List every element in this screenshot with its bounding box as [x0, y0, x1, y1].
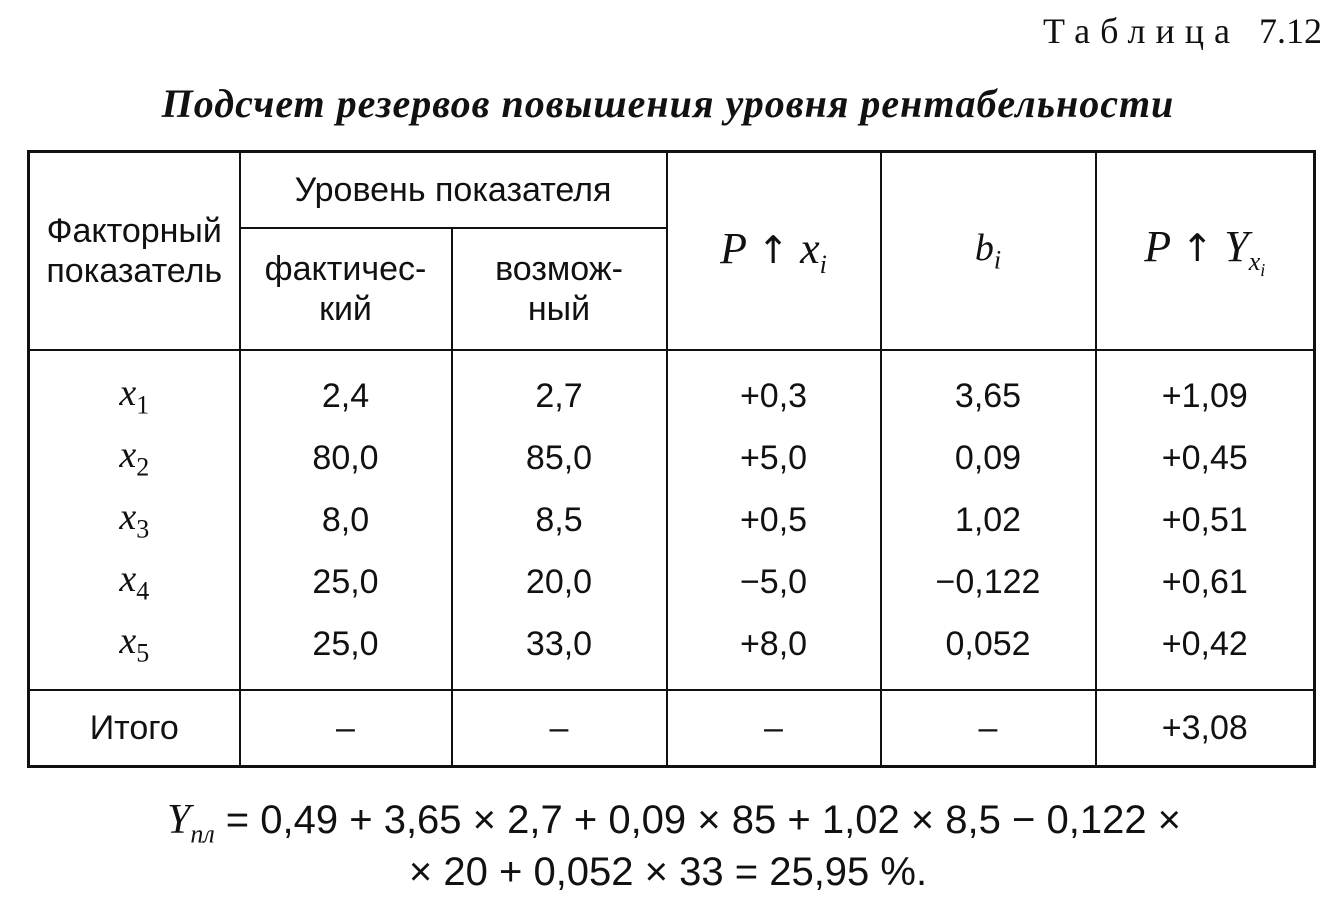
formula-lhs-sub: пл	[190, 819, 215, 849]
table-row	[29, 551, 1315, 613]
total-delta-y: +3,08	[1096, 690, 1315, 767]
header-delta-y-sub: x	[1248, 247, 1261, 277]
possible-cell: 8,5	[452, 489, 667, 551]
header-delta-y-letter: P	[1144, 221, 1171, 271]
header-possible-line2: ный	[527, 290, 591, 328]
b-cell: 1,02	[881, 489, 1096, 551]
table-row	[29, 489, 1315, 551]
possible-cell: 33,0	[452, 613, 667, 690]
profitability-reserves-table	[27, 150, 1316, 768]
header-delta-y	[1096, 152, 1315, 351]
up-arrow-icon: ↑	[757, 227, 790, 272]
delta-y-cell: +0,61	[1096, 551, 1315, 613]
header-b-var: b	[974, 227, 994, 270]
header-row-top	[29, 152, 1315, 229]
actual-cell: 8,0	[240, 489, 452, 551]
header-level: Уровень показателя	[240, 152, 667, 229]
factor-cell: $x_1$	[29, 350, 240, 427]
delta-x-cell: +5,0	[667, 427, 881, 489]
actual-cell: 2,4	[240, 350, 452, 427]
total-delta-x: –	[667, 690, 881, 767]
table-row	[29, 613, 1315, 690]
possible-cell: 2,7	[452, 350, 667, 427]
total-label: Итого	[29, 690, 240, 767]
b-cell: 3,65	[881, 350, 1096, 427]
header-actual-line2: кий	[319, 290, 372, 328]
delta-y-cell: +0,51	[1096, 489, 1315, 551]
actual-cell: 25,0	[240, 551, 452, 613]
up-arrow-icon: ↑	[1181, 225, 1214, 270]
delta-x-cell: +0,3	[667, 350, 881, 427]
formula-lhs: Y	[166, 797, 191, 843]
table-number-label	[1043, 10, 1322, 52]
formula-line-2: × 20 + 0,052 × 33 = 25,95 %.	[408, 850, 928, 894]
header-b	[881, 152, 1096, 351]
delta-y-cell: +1,09	[1096, 350, 1315, 427]
header-possible	[452, 228, 667, 350]
table-row	[29, 427, 1315, 489]
table-row	[29, 350, 1315, 427]
header-delta-x	[667, 152, 881, 351]
header-factor-line1: Факторный	[46, 212, 222, 250]
table-label-word: Таблица	[1043, 11, 1240, 51]
header-factor-line2: показатель	[46, 252, 223, 290]
possible-cell: 20,0	[452, 551, 667, 613]
actual-cell: 80,0	[240, 427, 452, 489]
delta-x-cell: +0,5	[667, 489, 881, 551]
header-actual-line1: фактичес-	[264, 250, 427, 288]
delta-x-cell: +8,0	[667, 613, 881, 690]
table-title: Подсчет резервов повышения уровня рентабельности	[161, 81, 1175, 126]
formula-line-1	[0, 796, 1336, 849]
factor-cell: $x_4$	[29, 551, 240, 613]
header-delta-x-sub: i	[819, 249, 827, 279]
header-possible-line1: возмож-	[495, 250, 623, 288]
actual-cell: 25,0	[240, 613, 452, 690]
delta-y-cell: +0,42	[1096, 613, 1315, 690]
b-cell: 0,09	[881, 427, 1096, 489]
factor-cell: $x_2$	[29, 427, 240, 489]
factor-cell: $x_3$	[29, 489, 240, 551]
total-row	[29, 690, 1315, 767]
header-factor	[29, 152, 240, 351]
header-delta-y-var: Y	[1224, 221, 1249, 271]
total-b: –	[881, 690, 1096, 767]
delta-x-cell: −5,0	[667, 551, 881, 613]
total-actual: –	[240, 690, 452, 767]
factor-cell: $x_5$	[29, 613, 240, 690]
formula-line1-text: = 0,49 + 3,65 × 2,7 + 0,09 × 85 + 1,02 × 8,5 − 0,122 ×	[225, 798, 1182, 842]
header-actual	[240, 228, 452, 350]
header-delta-x-var: x	[800, 223, 820, 273]
header-b-sub: i	[993, 245, 1002, 275]
delta-y-cell: +0,45	[1096, 427, 1315, 489]
total-possible: –	[452, 690, 667, 767]
possible-cell: 85,0	[452, 427, 667, 489]
b-cell: 0,052	[881, 613, 1096, 690]
table-label-number: 7.12	[1259, 11, 1322, 51]
header-delta-x-letter: P	[720, 223, 747, 273]
header-delta-y-subsub: i	[1260, 260, 1266, 281]
b-cell: −0,122	[881, 551, 1096, 613]
